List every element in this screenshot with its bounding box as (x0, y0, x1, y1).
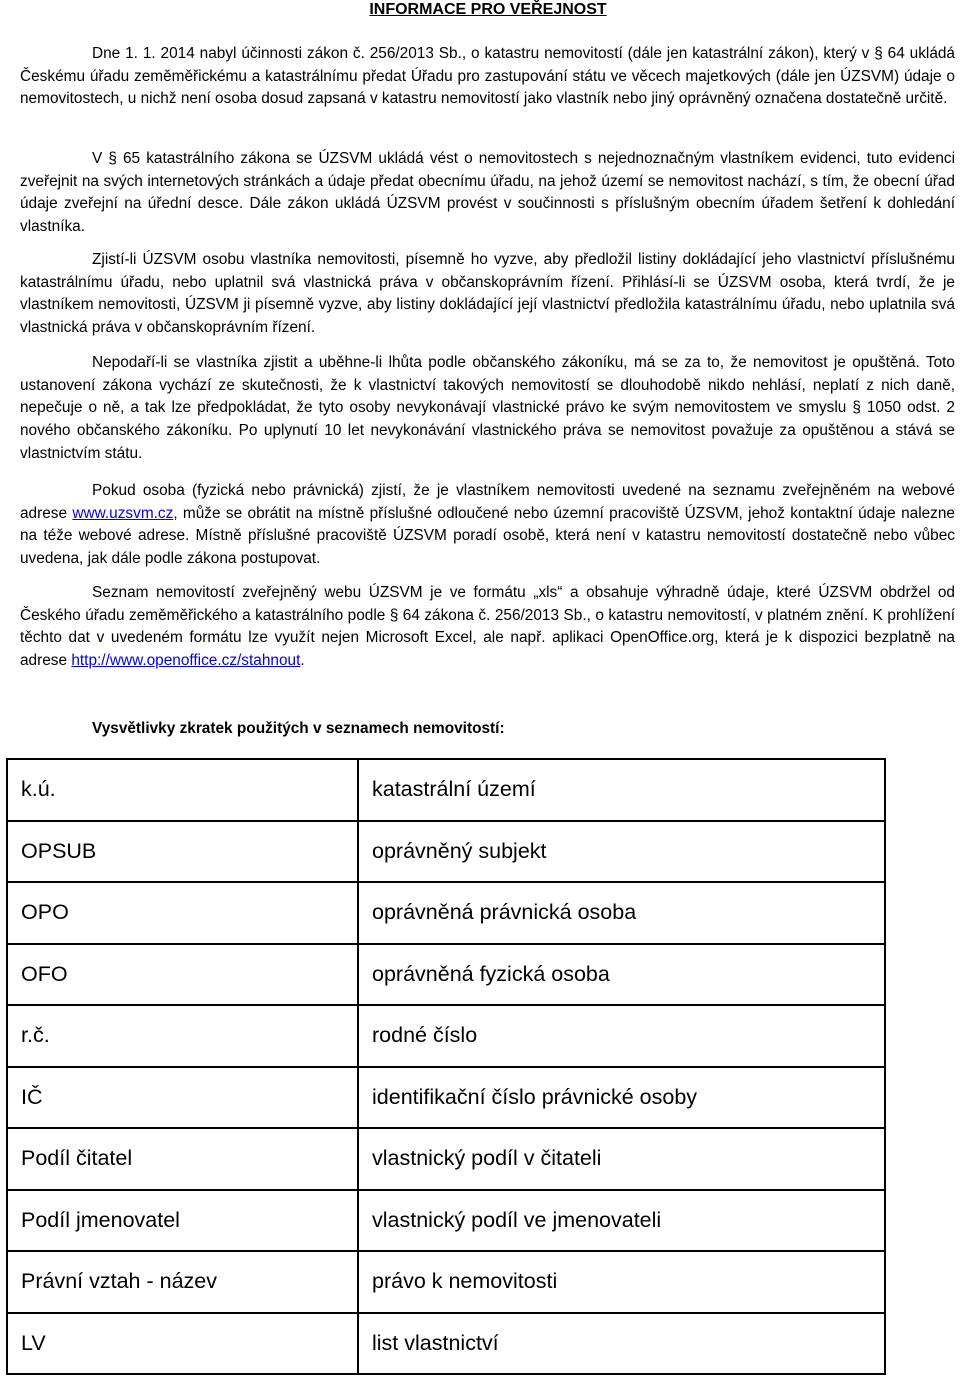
meaning-cell: oprávněná fyzická osoba (358, 944, 885, 1006)
abbr-cell: LV (7, 1313, 358, 1375)
table-row (7, 882, 885, 944)
abbr-cell: Podíl jmenovatel (7, 1190, 358, 1252)
table-row (7, 1128, 885, 1190)
page-title: INFORMACE PRO VEŘEJNOST (369, 1, 607, 18)
paragraph-owner-found (20, 249, 955, 340)
paragraph-text: Pokud osoba (fyzická nebo právnická) zjistí, že je vlastníkem nemovitosti uvedené na seznamu zveřejněném na webové adrese (20, 482, 955, 522)
abbr-cell: OFO (7, 944, 358, 1006)
paragraph-list-format (20, 582, 955, 673)
table-row (7, 759, 885, 821)
paragraph-abandoned (20, 352, 955, 466)
table-row (7, 821, 885, 883)
meaning-cell: vlastnický podíl ve jmenovateli (358, 1190, 885, 1252)
meaning-cell: právo k nemovitosti (358, 1251, 885, 1313)
paragraph-text: V § 65 katastrálního zákona se ÚZSVM ukládá vést o nemovitostech s nejednoznačným vlastníkem evidenci, tuto evidenci zveřejnit na svých internetových stránkách a údaje předat obecnímu úřadu, na jehož území se nemovitost nachází, s tím, že obecní úřad údaje zveřejní na úřední desce. Dále zákon ukládá ÚZSVM provést v součinnosti s příslušným obecním úřadem šetření k dohledání vlastníka. (20, 150, 955, 236)
meaning-cell: oprávněná právnická osoba (358, 882, 885, 944)
table-row (7, 1005, 885, 1067)
abbr-cell: k.ú. (7, 759, 358, 821)
paragraph-intro (20, 43, 955, 111)
meaning-cell: vlastnický podíl v čitateli (358, 1128, 885, 1190)
meaning-cell: identifikační číslo právnické osoby (358, 1067, 885, 1129)
table-row (7, 1067, 885, 1129)
table-row (7, 944, 885, 1006)
meaning-cell: katastrální území (358, 759, 885, 821)
openoffice-link[interactable]: http://www.openoffice.cz/stahnout (71, 652, 301, 670)
paragraph-text: Dne 1. 1. 2014 nabyl účinnosti zákon č. 256/2013 Sb., o katastru nemovitostí (dále jen katastrální zákon), který v § 64 ukládá Českému úřadu zeměměřickému a katastrálnímu předat Úřadu pro zastupování státu ve věcech majetkových (dále jen ÚZSVM) údaje o nemovitostech, u nichž není osoba dosud zapsaná v katastru nemovitostí jako vlastník nebo jiný oprávněný označena dostatečně určitě. (20, 45, 955, 108)
table-row (7, 1251, 885, 1313)
abbr-cell: r.č. (7, 1005, 358, 1067)
abbr-cell: Podíl čitatel (7, 1128, 358, 1190)
paragraph-text: Zjistí-li ÚZSVM osobu vlastníka nemovitosti, písemně ho vyzve, aby předložil listiny dokládající jeho vlastnictví příslušnému katastrálnímu úřadu, nebo uplatnil svá vlastnická práva v občanskoprávním řízení. Přihlásí-li se ÚZSVM osoba, která tvrdí, že je vlastníkem nemovitosti, ÚZSVM ji písemně vyzve, aby listiny dokládající její vlastnictví předložila katastrálnímu úřadu, nebo uplatnila svá vlastnická práva v občanskoprávním řízení. (20, 251, 955, 337)
paragraph-text: Nepodaří-li se vlastníka zjistit a uběhne-li lhůta podle občanského zákoníku, má se za to, že nemovitost je opuštěná. Toto ustanovení zákona vychází ze skutečnosti, že k vlastnictví takových nemovitostí se dlouhodobě nikdo nehlásí, neplatí z nich daně, nepečuje o ně, a tak lze předpokládat, že tyto osoby nevykonávají vlastnické právo ke svým nemovitostem ve smyslu § 1050 odst. 2 nového občanského zákoníku. Po uplynutí 10 let nevykonávání vlastnického práva se nemovitost považuje za opuštěnou a stává se vlastnictvím státu. (20, 354, 955, 462)
abbr-cell: OPSUB (7, 821, 358, 883)
table-row (7, 1190, 885, 1252)
abbreviations-table (6, 758, 886, 1375)
paragraph-text: , může se obrátit na místně příslušné odloučené nebo územní pracoviště ÚZSVM, jehož kontaktní údaje nalezne na téže webové adrese. Místně příslušné pracoviště ÚZSVM poradí osobě, která není v katastru nemovitostí dostatečně nebo vůbec uvedena, jak dále podle zákona postupovat. (20, 504, 955, 568)
paragraph-text: . (300, 652, 305, 670)
abbr-cell: IČ (7, 1067, 358, 1129)
paragraph-text: Seznam nemovitostí zveřejněný webu ÚZSVM je ve formátu „xls“ a obsahuje výhradně údaje, které ÚZSVM obdržel od Českého úřadu zeměměřického a katastrálního podle § 64 zákona č. 256/2013 Sb., o katastru nemovitostí, v platném znění. K prohlížení těchto dat v uvedeném formátu lze využít nejen Microsoft Excel, ale např. aplikaci OpenOffice.org, která je k dispozici bezplatně na adrese (20, 584, 955, 670)
meaning-cell: rodné číslo (358, 1005, 885, 1067)
uzsvm-link[interactable]: www.uzsvm.cz (72, 504, 174, 522)
abbr-cell: Právní vztah - název (7, 1251, 358, 1313)
meaning-cell: list vlastnictví (358, 1313, 885, 1375)
abbr-cell: OPO (7, 882, 358, 944)
table-row (7, 1313, 885, 1375)
legend-title: Vysvětlivky zkratek použitých v seznamech nemovitostí: (92, 720, 505, 737)
paragraph-contact (20, 480, 955, 571)
meaning-cell: oprávněný subjekt (358, 821, 885, 883)
paragraph-section-65 (20, 148, 955, 239)
